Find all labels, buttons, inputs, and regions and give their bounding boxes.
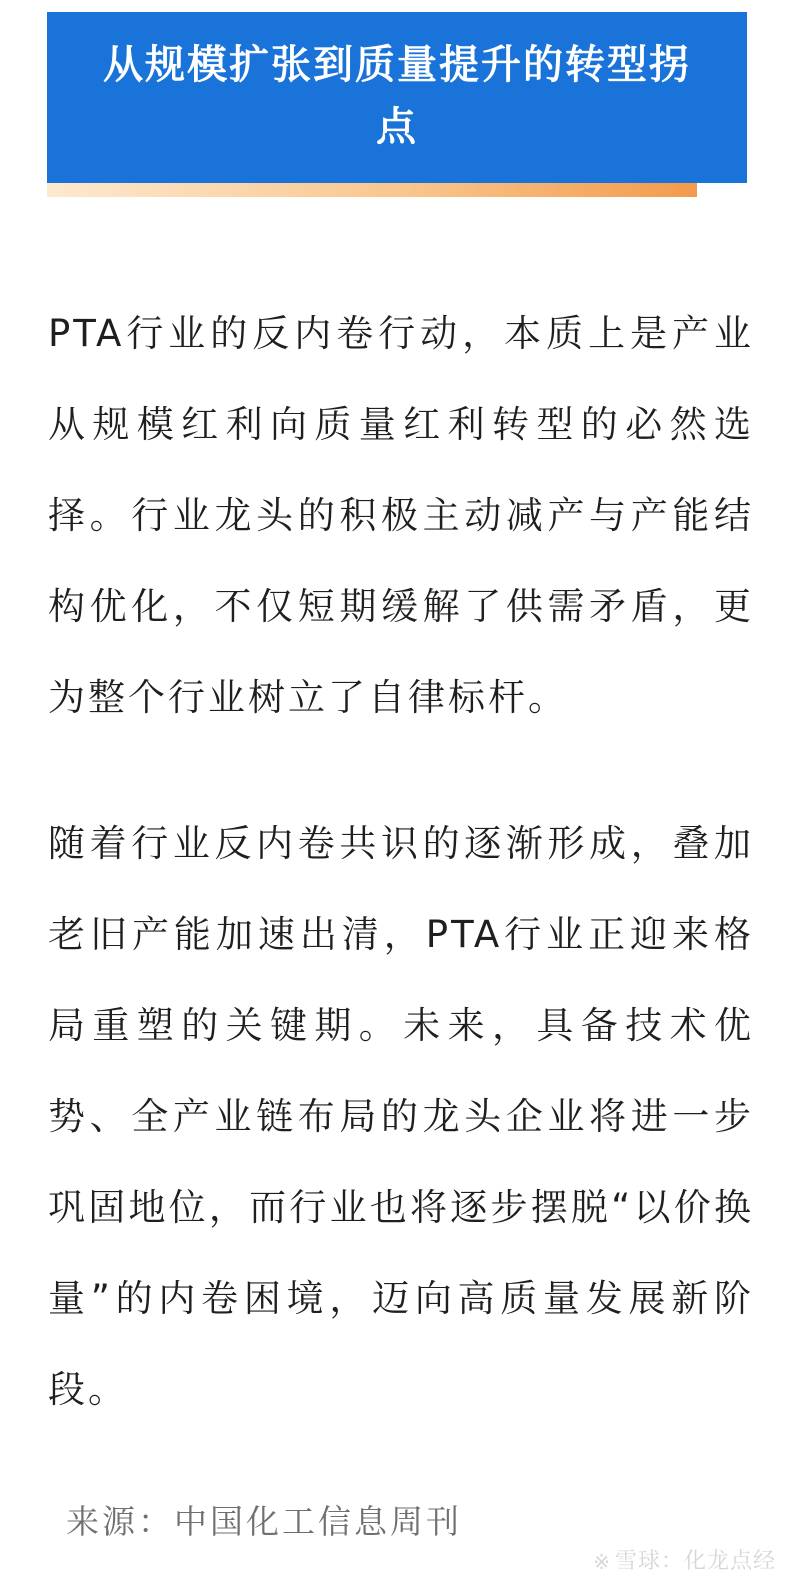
body-paragraph-2: 随着行业反内卷共识的逐渐形成，叠加老旧产能加速出清，PTA行业正迎来格局重塑的关键期。未来，具备技术优势、全产业链布局的龙头企业将进一步巩固地位，而行业也将逐步摆脱“以价换量”的内卷困境，迈向高质量发展新阶段。 [48,822,754,1411]
title-banner [47,12,747,183]
source-credit: 来源：中国化工信息周刊 [66,1502,462,1541]
title-underline-decoration [47,183,697,197]
watermark [593,1548,776,1576]
watermark-text: 雪球：化龙点经 [614,1549,776,1574]
xueqiu-logo-icon: ※ [593,1550,611,1574]
body-paragraph-1: PTA行业的反内卷行动，本质上是产业从规模红利向质量红利转型的必然选择。行业龙头的积极主动减产与产能结构优化，不仅短期缓解了供需矛盾，更为整个行业树立了自律标杆。 [48,312,754,719]
page-title: 从规模扩张到质量提升的转型拐点 [103,42,691,150]
